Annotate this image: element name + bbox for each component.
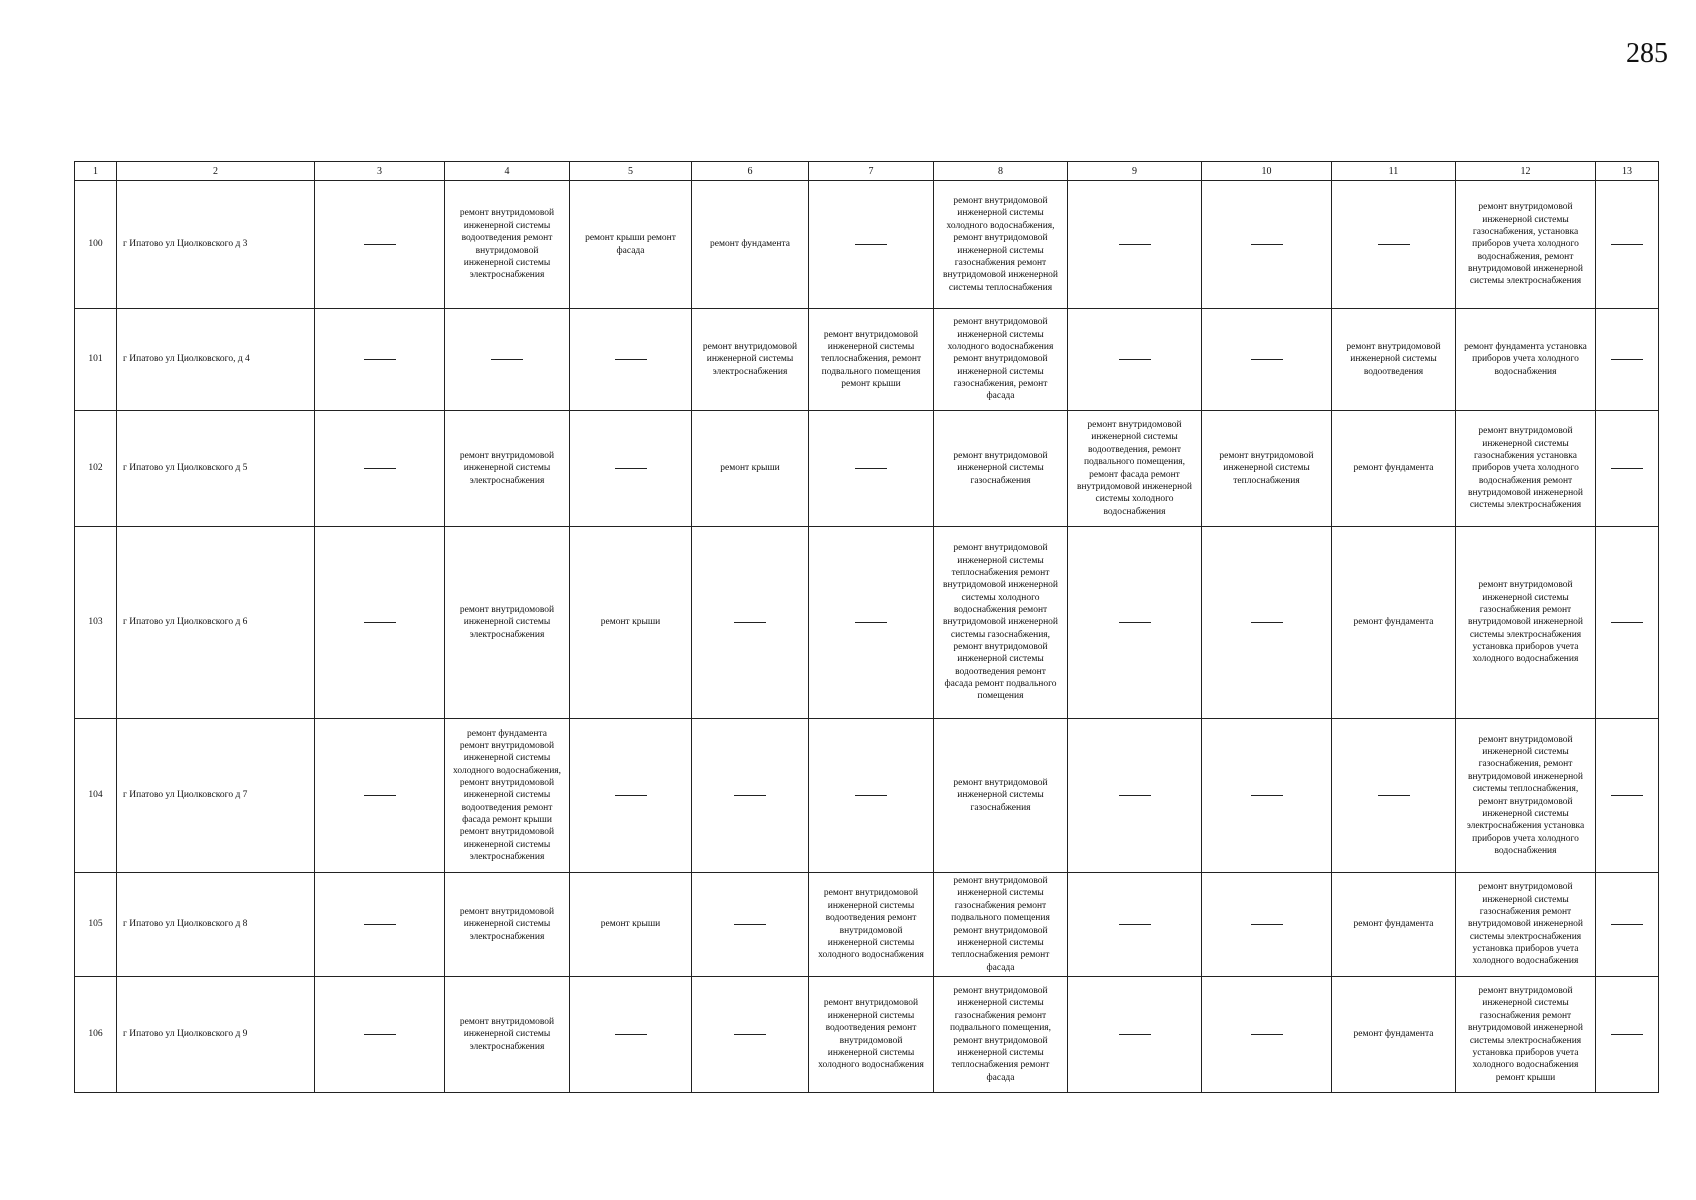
cell-text: ремонт внутридомовой инженерной системы водоотведения ремонт внутридомовой инженерной системы холодного водоснабжения [818, 888, 924, 961]
empty-dash [1251, 1034, 1283, 1035]
cell-text: ремонт внутридомовой инженерной системы электроснабжения [702, 341, 798, 377]
table-cell [315, 309, 445, 411]
table-cell [1456, 873, 1596, 977]
table-cell [445, 309, 570, 411]
table-cell [809, 181, 934, 309]
empty-dash [855, 468, 887, 469]
table-cell [1202, 527, 1332, 719]
cell-text: ремонт крыши [720, 463, 780, 474]
empty-dash [1611, 622, 1643, 623]
table-cell [692, 181, 809, 309]
empty-dash [1251, 244, 1283, 245]
table-cell [315, 977, 445, 1093]
table-cell [809, 411, 934, 527]
empty-dash [364, 1034, 396, 1035]
table-row [75, 977, 1659, 1093]
table-cell [1596, 411, 1659, 527]
table-cell [570, 181, 692, 309]
table-cell [1332, 527, 1456, 719]
table-row [75, 719, 1659, 873]
empty-dash [1119, 622, 1151, 623]
table-cell [1068, 873, 1202, 977]
table-cell [1068, 411, 1202, 527]
table-cell [315, 527, 445, 719]
cell-text: ремонт внутридомовой инженерной системы электроснабжения [459, 604, 555, 640]
table-cell [1456, 719, 1596, 873]
empty-dash [364, 622, 396, 623]
table-cell [692, 309, 809, 411]
cell-text: г Ипатово ул Циолковского д 9 [123, 1029, 248, 1040]
table-cell [934, 977, 1068, 1093]
cell-text: ремонт внутридомовой инженерной системы холодного водоснабжения, ремонт внутридомовой инженерной системы газоснабжения ремонт внутридомовой инженерной системы теплоснабжения [942, 196, 1058, 293]
table-cell [315, 181, 445, 309]
cell-text: ремонт внутридомовой инженерной системы водоотведения ремонт внутридомовой инженерной системы холодного водоснабжения [818, 998, 924, 1071]
empty-dash [1119, 1034, 1151, 1035]
cell-text: ремонт внутридомовой инженерной системы холодного водоснабжения ремонт внутридомовой инженерной системы газоснабжения, ремонт фасада [947, 317, 1054, 402]
empty-dash [855, 795, 887, 796]
table-body [75, 181, 1659, 1093]
table-cell [445, 411, 570, 527]
table-cell [1596, 527, 1659, 719]
table-cell [570, 719, 692, 873]
column-header: 2 [117, 162, 315, 181]
cell-text: г Ипатово ул Циолковского д 6 [123, 617, 248, 628]
table-cell [570, 977, 692, 1093]
cell-text: ремонт внутридомовой инженерной системы водоотведения ремонт внутридомовой инженерной системы электроснабжения [459, 208, 555, 281]
table-cell [570, 411, 692, 527]
address-cell [117, 719, 315, 873]
cell-text: ремонт внутридомовой инженерной системы газоснабжения ремонт подвального помещения ремонт внутридомовой инженерной системы теплоснабжения ремонт фасада [951, 876, 1050, 973]
cell-text: ремонт внутридомовой инженерной системы газоснабжения ремонт внутридомовой инженерной системы электроснабжения установка приборов учета холодного водоснабжения ремонт крыши [1467, 986, 1583, 1083]
cell-text: г Ипатово ул Циолковского д 8 [123, 919, 248, 930]
empty-dash [1119, 795, 1151, 796]
cell-text: 106 [88, 1029, 103, 1040]
table-row [75, 527, 1659, 719]
table-cell [1596, 309, 1659, 411]
empty-dash [734, 1034, 766, 1035]
empty-dash [1251, 622, 1283, 623]
empty-dash [1611, 795, 1643, 796]
empty-dash [364, 468, 396, 469]
cell-text: ремонт фундамента [1353, 1029, 1434, 1040]
table-cell [809, 719, 934, 873]
empty-dash [1378, 795, 1410, 796]
table-cell [809, 527, 934, 719]
table-cell [934, 309, 1068, 411]
address-cell [117, 873, 315, 977]
table-cell [809, 977, 934, 1093]
row-number [75, 977, 117, 1093]
address-cell [117, 309, 315, 411]
empty-dash [1251, 924, 1283, 925]
table-cell [809, 309, 934, 411]
cell-text: ремонт внутридомовой инженерной системы газоснабжения установка приборов учета холодного водоснабжения ремонт внутридомовой инженерной системы электроснабжения [1467, 426, 1583, 511]
cell-text: ремонт фундамента [1353, 463, 1434, 474]
cell-text: г Ипатово ул Циолковского д 5 [123, 463, 248, 474]
cell-text: г Ипатово ул Циолковского, д 4 [123, 354, 250, 365]
empty-dash [1611, 468, 1643, 469]
cell-text: ремонт крыши ремонт фасада [585, 233, 676, 256]
cell-text: 102 [88, 463, 103, 474]
table-cell [570, 873, 692, 977]
table-row [75, 873, 1659, 977]
table-cell [692, 977, 809, 1093]
row-number [75, 719, 117, 873]
column-header: 3 [315, 162, 445, 181]
empty-dash [855, 622, 887, 623]
address-cell [117, 527, 315, 719]
table-cell [934, 527, 1068, 719]
row-number [75, 873, 117, 977]
empty-dash [364, 795, 396, 796]
table-cell [445, 719, 570, 873]
empty-dash [1378, 244, 1410, 245]
cell-text: ремонт внутридомовой инженерной системы водоотведения, ремонт подвального помещения, ремонт фасада ремонт внутридомовой инженерной системы холодного водоснабжения [1076, 420, 1192, 517]
empty-dash [855, 244, 887, 245]
empty-dash [615, 1034, 647, 1035]
table-row [75, 411, 1659, 527]
table-cell [1596, 181, 1659, 309]
empty-dash [1119, 924, 1151, 925]
table-cell [934, 411, 1068, 527]
table-cell [445, 527, 570, 719]
column-header: 10 [1202, 162, 1332, 181]
row-number [75, 411, 117, 527]
column-header: 11 [1332, 162, 1456, 181]
table-cell [692, 527, 809, 719]
empty-dash [491, 359, 523, 360]
column-header: 9 [1068, 162, 1202, 181]
cell-text: ремонт внутридомовой инженерной системы электроснабжения [459, 906, 555, 942]
table-cell [315, 873, 445, 977]
empty-dash [1611, 359, 1643, 360]
cell-text: ремонт фундамента установка приборов учета холодного водоснабжения [1464, 341, 1587, 377]
table-cell [1456, 527, 1596, 719]
cell-text: г Ипатово ул Циолковского д 7 [123, 790, 248, 801]
table-cell [1456, 977, 1596, 1093]
cell-text: ремонт внутридомовой инженерной системы теплоснабжения, ремонт подвального помещения ремонт крыши [820, 329, 922, 390]
row-number [75, 527, 117, 719]
cell-text: 104 [88, 790, 103, 801]
header-row [75, 162, 1659, 181]
table-cell [1596, 719, 1659, 873]
table-cell [1202, 181, 1332, 309]
cell-text: ремонт внутридомовой инженерной системы газоснабжения, установка приборов учета холодного водоснабжения, ремонт внутридомовой инженерной системы электроснабжения [1467, 202, 1583, 287]
cell-text: 103 [88, 617, 103, 628]
empty-dash [615, 468, 647, 469]
table-cell [1202, 873, 1332, 977]
table-cell [692, 719, 809, 873]
cell-text: 100 [88, 239, 103, 250]
table-cell [315, 719, 445, 873]
table-cell [692, 411, 809, 527]
table-cell [809, 873, 934, 977]
table-cell [315, 411, 445, 527]
cell-text: ремонт крыши [600, 919, 661, 930]
table-cell [1332, 719, 1456, 873]
empty-dash [1611, 244, 1643, 245]
table-cell [1332, 977, 1456, 1093]
table-cell [570, 527, 692, 719]
cell-text: ремонт внутридомовой инженерной системы газоснабжения [953, 777, 1048, 813]
column-header: 5 [570, 162, 692, 181]
cell-text: ремонт внутридомовой инженерной системы газоснабжения ремонт внутридомовой инженерной системы электроснабжения установка приборов учета холодного водоснабжения [1467, 882, 1583, 967]
table-cell [934, 719, 1068, 873]
table-cell [1332, 181, 1456, 309]
empty-dash [364, 359, 396, 360]
cell-text: ремонт фундамента [1353, 919, 1434, 930]
table-cell [445, 873, 570, 977]
table-cell [1068, 719, 1202, 873]
table-cell [1202, 309, 1332, 411]
table-cell [1202, 719, 1332, 873]
cell-text: ремонт внутридомовой инженерной системы теплоснабжения ремонт внутридомовой инженерной системы холодного водоснабжения ремонт внутридомовой инженерной системы газоснабжения, ремонт внутридомовой инженерной системы водоотведения ремонт фасада ремонт подвального помещения [942, 543, 1058, 702]
cell-text: ремонт внутридомовой инженерной системы электроснабжения [459, 450, 555, 486]
cell-text: ремонт фундамента [1353, 617, 1434, 628]
row-number [75, 181, 117, 309]
table-cell [1068, 527, 1202, 719]
empty-dash [1611, 924, 1643, 925]
cell-text: ремонт внутридомовой инженерной системы газоснабжения [953, 450, 1048, 486]
column-header: 4 [445, 162, 570, 181]
table-cell [1202, 411, 1332, 527]
table-cell [1068, 977, 1202, 1093]
empty-dash [1611, 1034, 1643, 1035]
empty-dash [1119, 359, 1151, 360]
column-header: 6 [692, 162, 809, 181]
table-row [75, 309, 1659, 411]
cell-text: г Ипатово ул Циолковского д 3 [123, 239, 248, 250]
empty-dash [1251, 359, 1283, 360]
table-cell [1332, 309, 1456, 411]
cell-text: ремонт внутридомовой инженерной системы водоотведения [1346, 341, 1441, 377]
empty-dash [734, 795, 766, 796]
table-cell [934, 873, 1068, 977]
cell-text: ремонт внутридомовой инженерной системы газоснабжения ремонт внутридомовой инженерной системы электроснабжения установка приборов учета холодного водоснабжения [1467, 580, 1583, 665]
empty-dash [734, 622, 766, 623]
cell-text: ремонт внутридомовой инженерной системы теплоснабжения [1219, 450, 1314, 486]
table-cell [1332, 411, 1456, 527]
cell-text: ремонт фундамента ремонт внутридомовой инженерной системы холодного водоснабжения, ремонт внутридомовой инженерной системы водоотведения ремонт фасада ремонт крыши ремонт внутридомовой инженерной системы электроснабжения [452, 728, 562, 863]
empty-dash [1251, 795, 1283, 796]
address-cell [117, 181, 315, 309]
table-cell [1456, 309, 1596, 411]
column-header: 12 [1456, 162, 1596, 181]
table-cell [1202, 977, 1332, 1093]
table-cell [1596, 977, 1659, 1093]
column-header: 13 [1596, 162, 1659, 181]
table-cell [692, 873, 809, 977]
column-header: 1 [75, 162, 117, 181]
cell-text: 105 [88, 919, 103, 930]
table-cell [1068, 309, 1202, 411]
table-cell [570, 309, 692, 411]
empty-dash [615, 359, 647, 360]
cell-text: ремонт внутридомовой инженерной системы газоснабжения, ремонт внутридомовой инженерной системы теплоснабжения, ремонт внутридомовой инженерной системы электроснабжения установка приборов учета холодного водоснабжения [1466, 734, 1585, 856]
empty-dash [734, 924, 766, 925]
table-cell [1456, 411, 1596, 527]
table-cell [1332, 873, 1456, 977]
column-header: 7 [809, 162, 934, 181]
column-header: 8 [934, 162, 1068, 181]
table-cell [1068, 181, 1202, 309]
cell-text: ремонт фундамента [710, 239, 790, 250]
repair-schedule-table [74, 161, 1659, 1093]
address-cell [117, 411, 315, 527]
cell-text: ремонт внутридомовой инженерной системы электроснабжения [459, 1016, 555, 1052]
empty-dash [1119, 244, 1151, 245]
table-row [75, 181, 1659, 309]
table-cell [1456, 181, 1596, 309]
empty-dash [615, 795, 647, 796]
cell-text: ремонт крыши [600, 617, 661, 628]
table-cell [934, 181, 1068, 309]
table-cell [445, 181, 570, 309]
page-number: 285 [1626, 38, 1668, 69]
empty-dash [364, 924, 396, 925]
cell-text: 101 [88, 354, 103, 365]
cell-text: ремонт внутридомовой инженерной системы газоснабжения ремонт подвального помещения, ремонт внутридомовой инженерной системы теплоснабжения ремонт фасада [949, 986, 1052, 1083]
row-number [75, 309, 117, 411]
empty-dash [364, 244, 396, 245]
table-cell [445, 977, 570, 1093]
address-cell [117, 977, 315, 1093]
table-cell [1596, 873, 1659, 977]
